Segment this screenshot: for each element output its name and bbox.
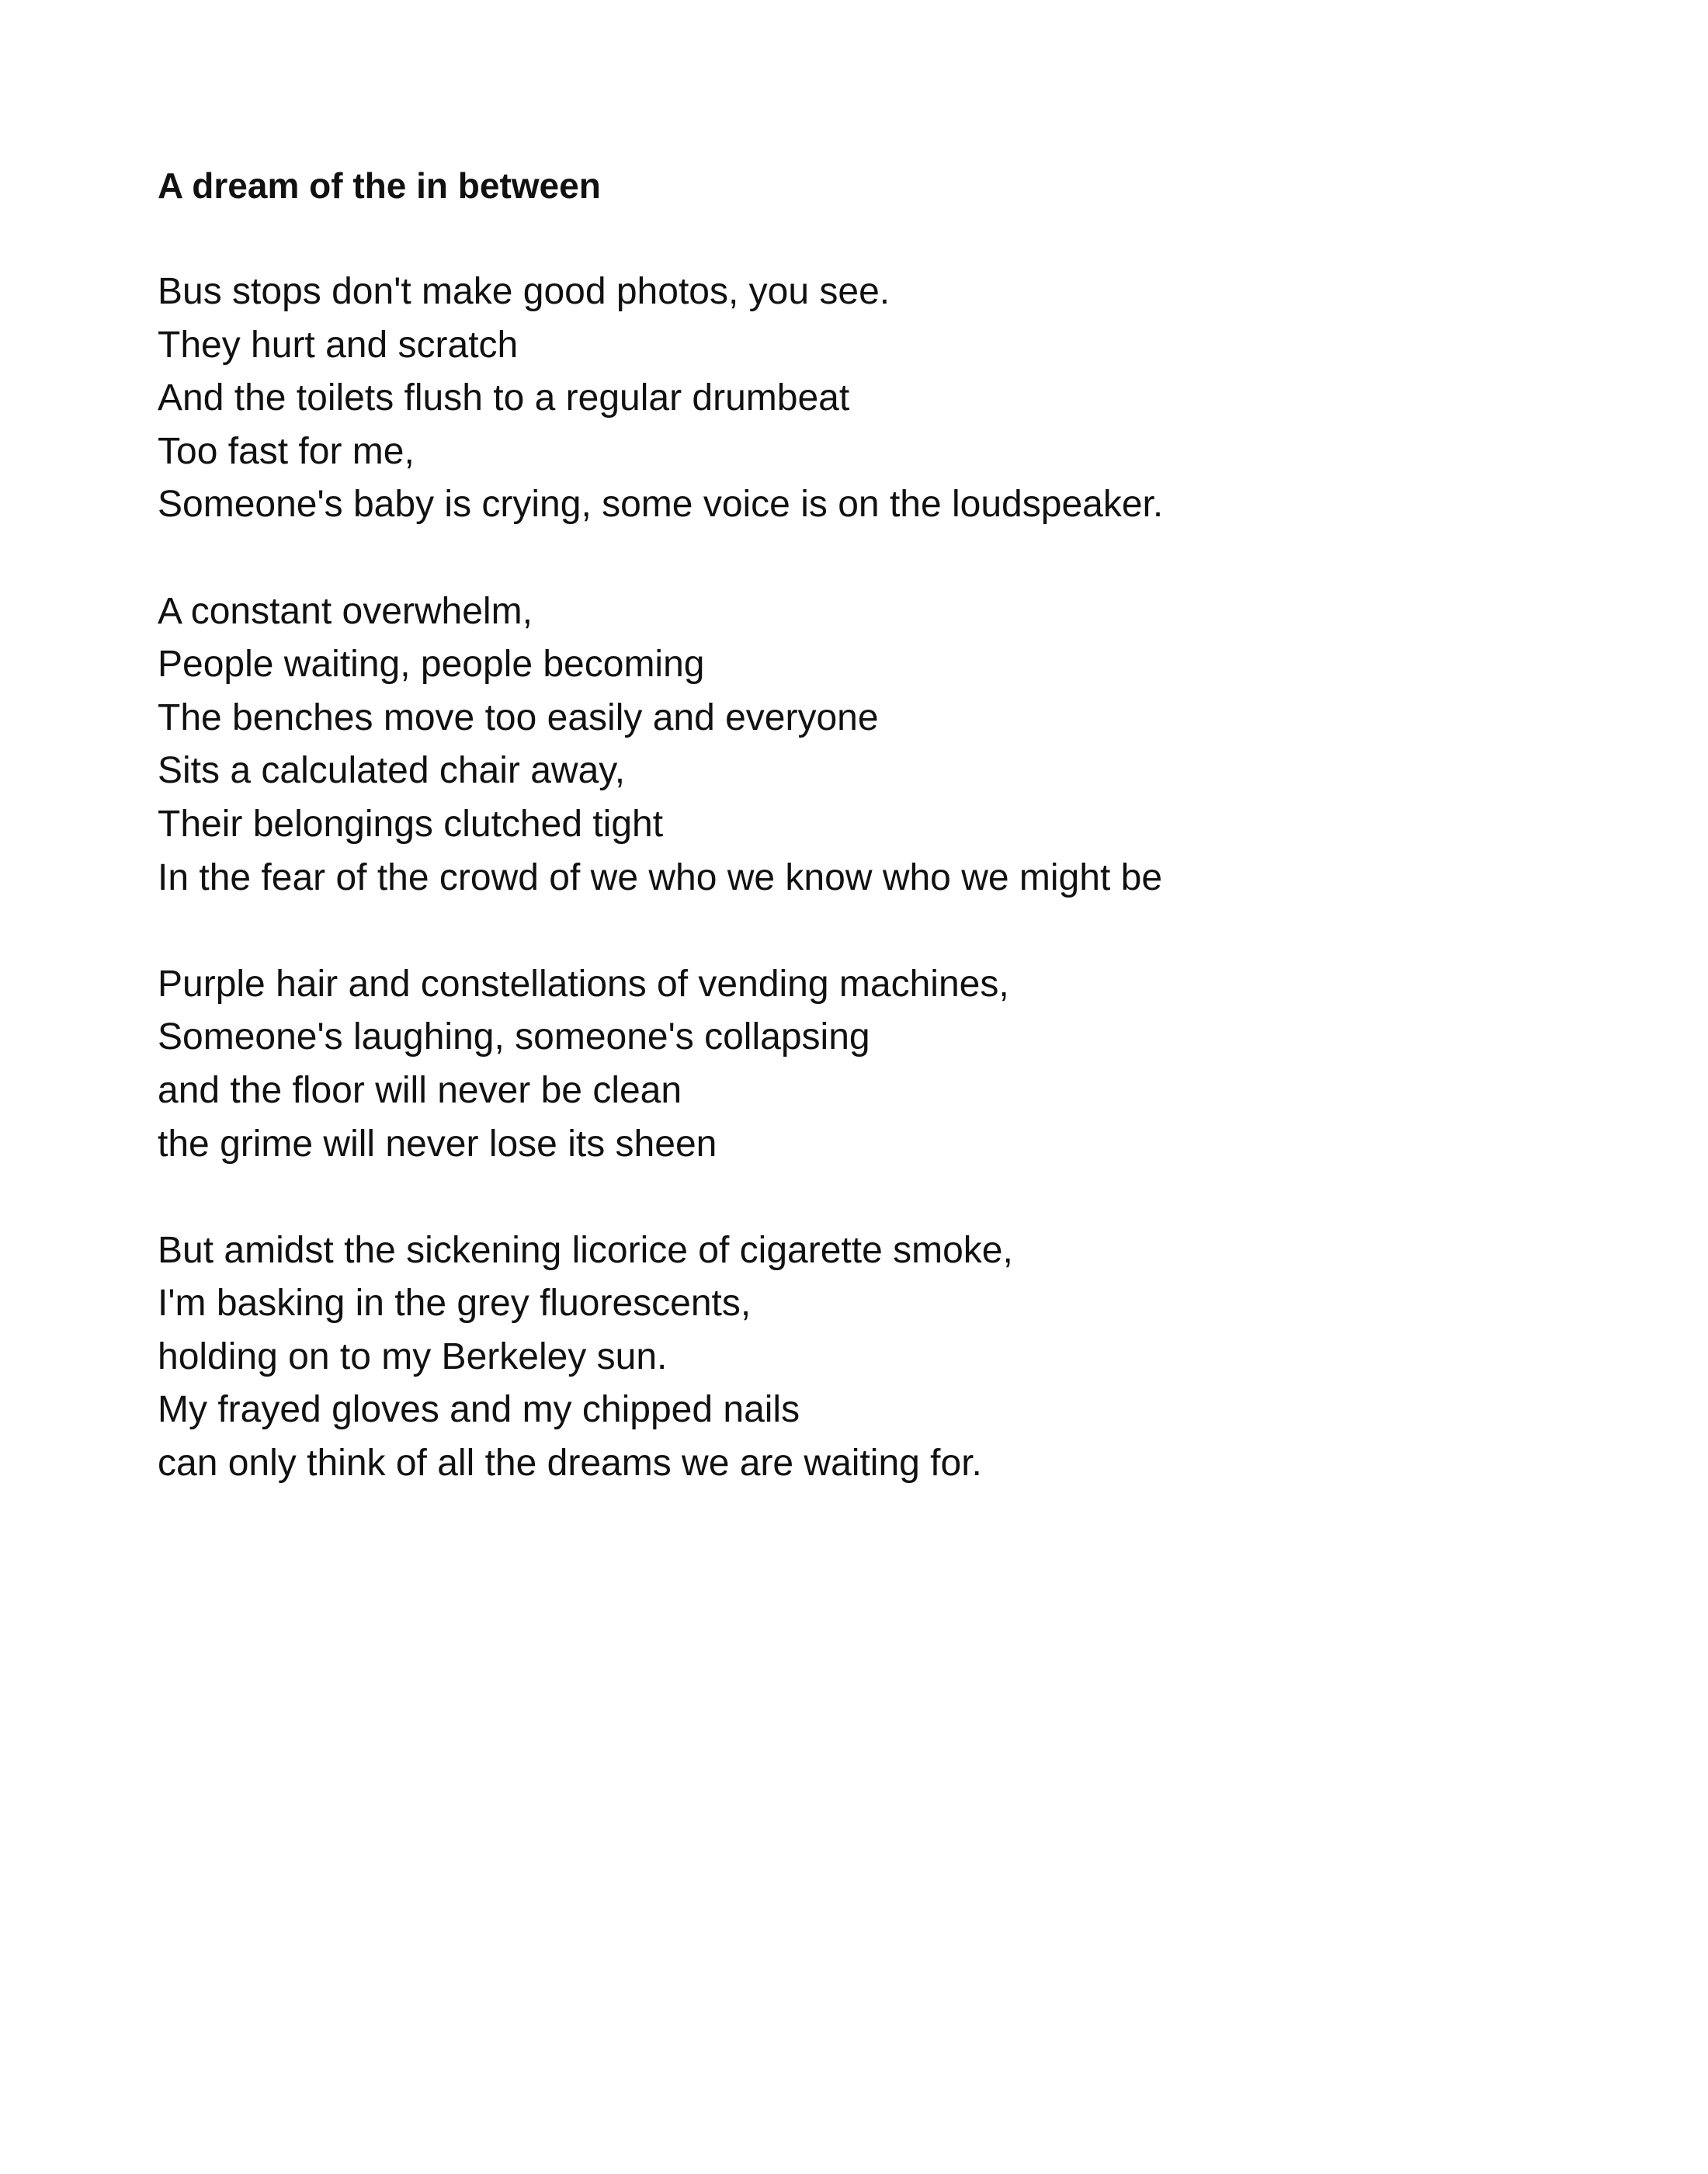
poem-line: And the toilets flush to a regular drumbeat bbox=[158, 377, 850, 419]
poem-line: Someone's laughing, someone's collapsing bbox=[158, 1016, 870, 1058]
poem-line: Sits a calculated chair away, bbox=[158, 750, 626, 792]
poem-line: In the fear of the crowd of we who we know who we might be bbox=[158, 856, 1163, 898]
stanza-4 bbox=[158, 1224, 1633, 1491]
poem-line: But amidst the sickening licorice of cigarette smoke, bbox=[158, 1229, 1013, 1271]
poem-title: A dream of the in between bbox=[158, 165, 601, 206]
poem-line: The benches move too easily and everyone bbox=[158, 696, 879, 738]
poem-line: They hurt and scratch bbox=[158, 324, 519, 366]
poem-line: Purple hair and constellations of vending machines, bbox=[158, 963, 1009, 1005]
poem-line: My frayed gloves and my chipped nails bbox=[158, 1389, 800, 1431]
poem-line: Their belongings clutched tight bbox=[158, 803, 664, 845]
poem-line: I'm basking in the grey fluorescents, bbox=[158, 1283, 752, 1325]
stanza-3 bbox=[158, 958, 1633, 1171]
stanza-1 bbox=[158, 266, 1633, 532]
stanza-2 bbox=[158, 585, 1633, 905]
poem-line: the grime will never lose its sheen bbox=[158, 1123, 717, 1165]
poem-line: holding on to my Berkeley sun. bbox=[158, 1335, 668, 1377]
poem bbox=[158, 159, 1633, 1491]
poem-line: can only think of all the dreams we are waiting for. bbox=[158, 1443, 982, 1485]
poem-line: and the floor will never be clean bbox=[158, 1069, 682, 1111]
poem-line: People waiting, people becoming bbox=[158, 644, 705, 686]
poem-line: Too fast for me, bbox=[158, 430, 415, 472]
poem-line: Someone's baby is crying, some voice is on the loudspeaker. bbox=[158, 484, 1164, 526]
poem-line: Bus stops don't make good photos, you see. bbox=[158, 271, 890, 312]
poem-line: A constant overwhelm, bbox=[158, 590, 533, 632]
